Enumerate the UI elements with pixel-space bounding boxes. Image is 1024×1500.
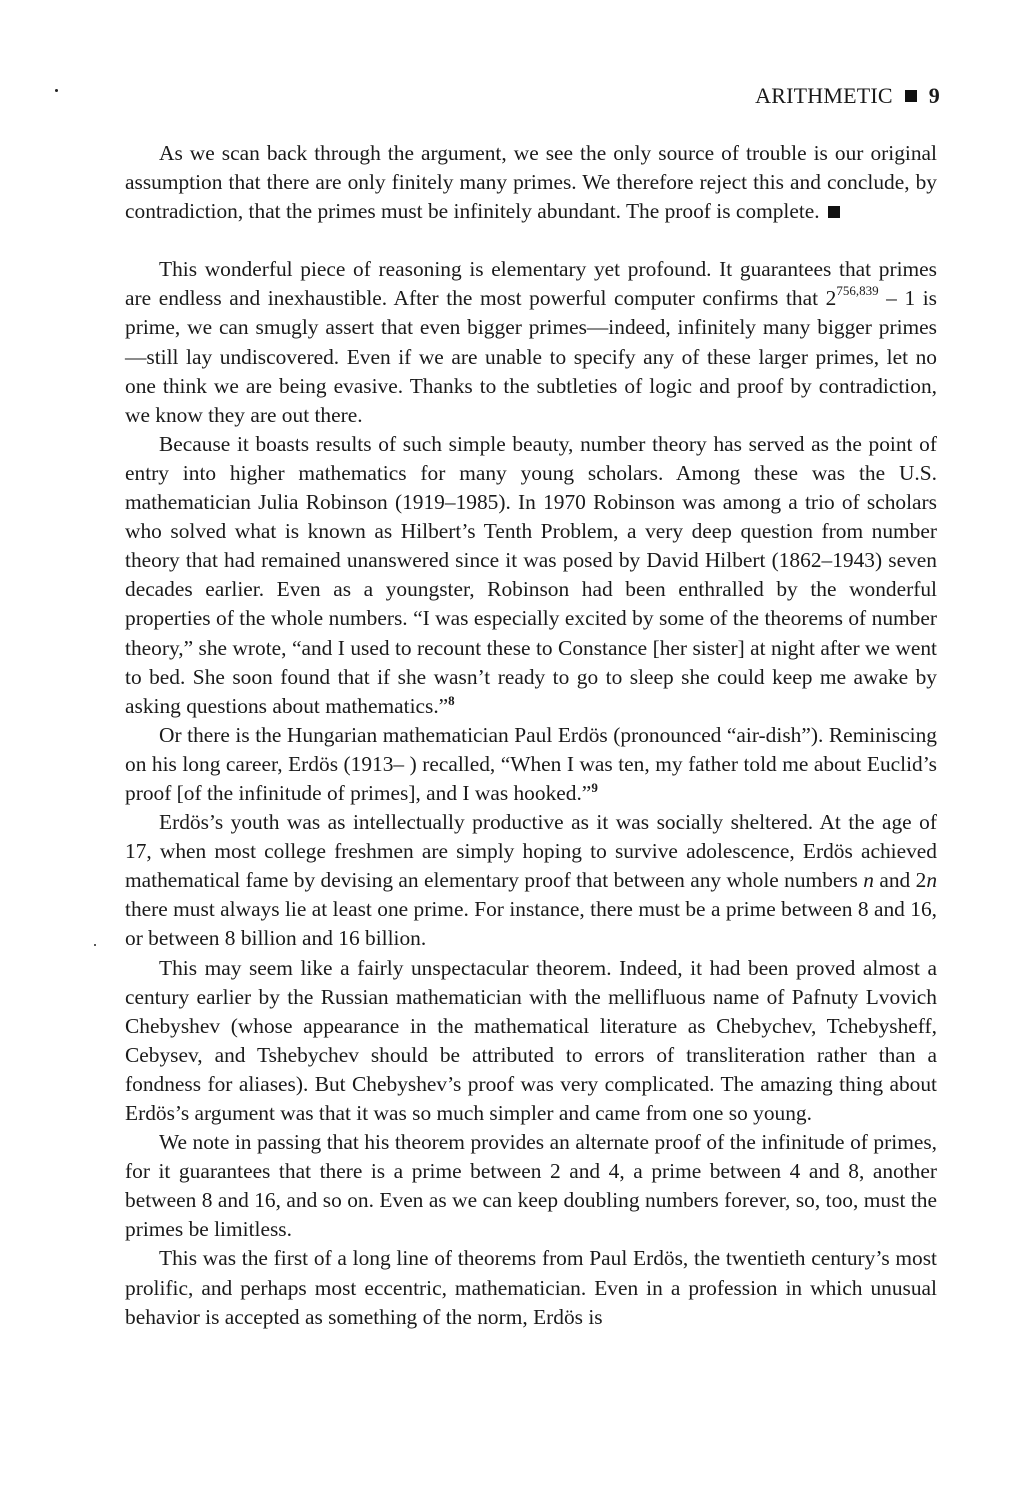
- scan-speck: [55, 89, 58, 92]
- paragraph-erdos-prolific: [125, 1244, 937, 1331]
- paragraph-proof-conclusion: [125, 139, 937, 226]
- body-text: [125, 139, 937, 1332]
- paragraph-text: This may seem like a fairly unspectacular theorem. Indeed, it had been proved almost a century earlier by the Russian mathematician with the mellifluous name of Pafnuty Lvovich Chebyshev (whose appearance in the mathematical literature as Chebychev, Tchebysheff, Cebysev, and Tshebychev should be attributed to errors of transliteration rather than a fondness for aliases). But Chebyshev’s proof was very complicated. The amazing thing about Erdös’s argument was that it was so much simpler and came from one so young.: [125, 955, 937, 1125]
- footnote-ref: 9: [591, 779, 598, 795]
- scan-speck: [94, 944, 96, 946]
- paragraph-chebyshev: [125, 954, 937, 1129]
- page-number: 9: [928, 83, 940, 108]
- paragraph-text: and 2: [873, 868, 927, 893]
- paragraph-text: – 1 is prime, we can smugly assert that even bigger primes—indeed, infinitely many bigger primes—still lay undiscovered. Even if we are unable to specify any of these larger primes, let no one think we are being evasive. Thanks to the subtleties of logic and proof by contradiction, we know they are out there.: [125, 286, 937, 427]
- running-head-title: ARITHMETIC: [755, 83, 893, 108]
- paragraph-text: Or there is the Hungarian mathematician Paul Erdös (pronounced “air-dish”). Reminiscing on his long career, Erdös (1913– ) recalled, “When I was ten, my father told me about Euclid’s proof [of the infinitude of primes], and I was hooked.”: [125, 722, 937, 805]
- paragraph-text: Erdös’s youth was as intellectually productive as it was socially sheltered. At the age of 17, when most college freshmen are simply hoping to survive adolescence, Erdös achieved mathematical fame by devising an elementary proof that between any whole numbers: [125, 810, 937, 893]
- running-head: [755, 83, 940, 109]
- exponent: 756,839: [836, 283, 879, 299]
- paragraph-text: Because it boasts results of such simple beauty, number theory has served as the point of entry into higher mathematics for many young scholars. Among these was the U.S. mathematician Julia Robinson (1919–1985). In 1970 Robinson was among a trio of scholars who solved what is known as Hilbert’s Tenth Problem, a very deep question from number theory that had remained unanswered since it was posed by David Hilbert (1862–1943) seven decades earlier. Even as a youngster, Robinson had been enthralled by the wonderful properties of the whole numbers. “I was especially excited by some of the theorems of number theory,” she wrote, “and I used to recount these to Constance [her sister] at night after we went to bed. She soon found that if she wasn’t ready to go to sleep she could keep me awake by asking questions about mathematics.”: [125, 431, 937, 718]
- square-bullet-icon: [905, 90, 917, 102]
- paragraph-robinson: [125, 430, 937, 721]
- paragraph-text: there must always lie at least one prime. For instance, there must be a prime between 8 and 16, or between 8 billion and 16 billion.: [125, 897, 937, 951]
- paragraph-text: As we scan back through the argument, we see the only source of trouble is our original assumption that there are only finitely many primes. We therefore reject this and conclude, by contradiction, that the primes must be infinitely abundant. The proof is complete.: [125, 141, 937, 224]
- paragraph-alternate-proof: [125, 1128, 937, 1244]
- paragraph-reasoning: [125, 255, 937, 430]
- paragraph-erdos-intro: [125, 721, 937, 808]
- variable-n: n: [926, 868, 938, 893]
- end-of-proof-icon: [828, 206, 840, 218]
- variable-n: n: [863, 868, 874, 893]
- footnote-ref: 8: [448, 692, 455, 708]
- paragraph-text: We note in passing that his theorem provides an alternate proof of the infinitude of primes, for it guarantees that there is a prime between 2 and 4, a prime between 4 and 8, another between 8 and 16, and so on. Even as we can keep doubling numbers forever, so, too, must the primes be limitless.: [125, 1130, 937, 1242]
- paragraph-erdos-youth: [125, 808, 937, 953]
- paragraph-text: This wonderful piece of reasoning is elementary yet profound. It guarantees that primes are endless and inexhaustible. After the most powerful computer confirms that 2: [125, 257, 937, 311]
- paragraph-text: This was the first of a long line of theorems from Paul Erdös, the twentieth century’s most prolific, and perhaps most eccentric, mathematician. Even in a profession in which unusual behavior is accepted as something of the norm, Erdös is: [125, 1246, 937, 1329]
